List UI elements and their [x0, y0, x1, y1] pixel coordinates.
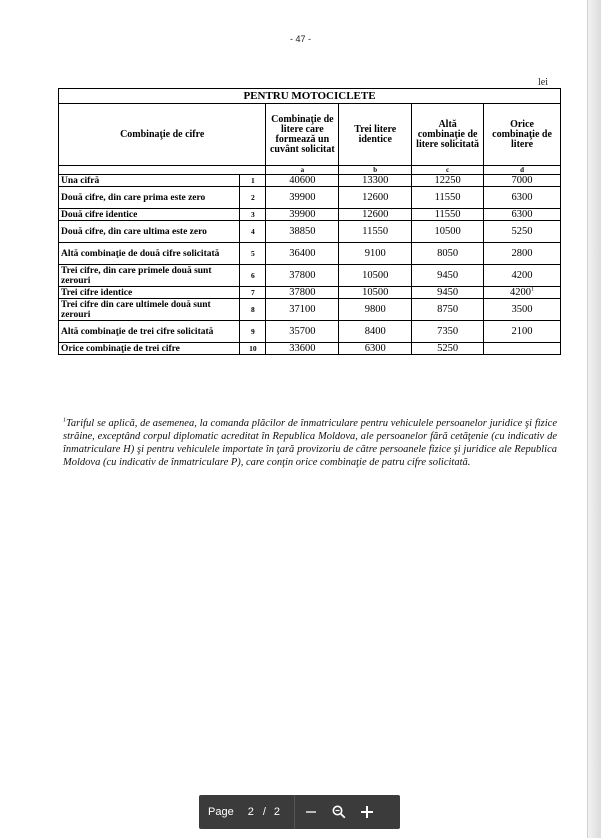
row-label: Una cifră — [59, 175, 240, 187]
value-c: 11550 — [412, 209, 484, 221]
row-index: 3 — [240, 209, 266, 221]
tariff-table — [58, 88, 561, 355]
footnote-ref: 1 — [531, 286, 535, 293]
value-c: 10500 — [412, 221, 484, 243]
value-b: 12600 — [339, 209, 412, 221]
value-c: 9450 — [412, 265, 484, 287]
row-label: Două cifre, din care prima este zero — [59, 187, 240, 209]
row-index: 6 — [240, 265, 266, 287]
value-a: 33600 — [266, 343, 339, 355]
value-a: 35700 — [266, 321, 339, 343]
letter-a: a — [266, 166, 339, 175]
value-a: 38850 — [266, 221, 339, 243]
value-d: 2100 — [484, 321, 561, 343]
letter-c: c — [412, 166, 484, 175]
col-header-d: Orice combinaţie de litere — [484, 104, 561, 166]
row-label: Trei cifre, din care primele două sunt zerouri — [59, 265, 240, 287]
page-edge — [587, 0, 601, 838]
value-b: 9800 — [339, 299, 412, 321]
row-label: Altă combinaţie de trei cifre solicitată — [59, 321, 240, 343]
row-index: 8 — [240, 299, 266, 321]
value-b: 8400 — [339, 321, 412, 343]
table-row — [59, 299, 561, 321]
page-number: - 47 - — [289, 34, 311, 44]
row-index: 4 — [240, 221, 266, 243]
value-c: 7350 — [412, 321, 484, 343]
row-label: Două cifre, din care ultima este zero — [59, 221, 240, 243]
row-label: Altă combinaţie de două cifre solicitată — [59, 243, 240, 265]
footnote — [63, 417, 557, 469]
value-d — [484, 287, 561, 299]
table-title: PENTRU MOTOCICLETE — [59, 89, 561, 104]
row-index: 7 — [240, 287, 266, 299]
total-pages: 2 — [273, 806, 281, 818]
value-d-number: 4200 — [510, 287, 532, 298]
row-index: 9 — [240, 321, 266, 343]
letter-cell-empty — [59, 166, 266, 175]
value-a: 39900 — [266, 209, 339, 221]
table-row — [59, 321, 561, 343]
currency-unit: lei — [538, 77, 548, 88]
row-index: 5 — [240, 243, 266, 265]
value-a: 36400 — [266, 243, 339, 265]
value-c: 8750 — [412, 299, 484, 321]
value-a: 37800 — [266, 265, 339, 287]
pdf-toolbar — [199, 795, 400, 829]
value-c: 8050 — [412, 243, 484, 265]
col-header-b: Trei litere identice — [339, 104, 412, 166]
zoom-button[interactable] — [325, 795, 353, 829]
zoom-in-button[interactable] — [353, 795, 381, 829]
letter-d: d — [484, 166, 561, 175]
value-c: 11550 — [412, 187, 484, 209]
table-row — [59, 287, 561, 299]
value-a: 40600 — [266, 175, 339, 187]
value-d: 4200 — [484, 265, 561, 287]
table-row — [59, 265, 561, 287]
footnote-marker: 1 — [63, 417, 66, 424]
row-label: Trei cifre din care ultimele două sunt zerouri — [59, 299, 240, 321]
table-row — [59, 243, 561, 265]
value-c: 5250 — [412, 343, 484, 355]
col-header-combination: Combinaţie de cifre — [59, 104, 266, 166]
table-row — [59, 221, 561, 243]
row-index: 1 — [240, 175, 266, 187]
letter-b: b — [339, 166, 412, 175]
value-d — [484, 343, 561, 355]
zoom-out-button[interactable] — [297, 795, 325, 829]
footnote-text: Tariful se aplică, de asemenea, la comanda plăcilor de înmatriculare pentru vehiculele persoanelor juridice şi fizice străine, exceptând corpul diplomatic acreditat în Republica Moldova, ale persoanelor fără cetăţenie (cu indicativ de înmatriculare H) şi pentru vehiculele importate în ţară provizoriu de către persoanele fizice şi juridice ale Republica Moldova (cu indicativ de înmatriculare P), care conţin orice combinaţie de patru cifre solicitată. — [63, 418, 557, 468]
value-d: 5250 — [484, 221, 561, 243]
row-label: Trei cifre identice — [59, 287, 240, 299]
minus-icon — [306, 811, 316, 813]
table-row — [59, 209, 561, 221]
table-row — [59, 175, 561, 187]
row-index: 2 — [240, 187, 266, 209]
value-a: 39900 — [266, 187, 339, 209]
col-header-c: Altă combinaţie de litere solicitată — [412, 104, 484, 166]
value-b: 6300 — [339, 343, 412, 355]
table-row — [59, 187, 561, 209]
magnifier-icon — [332, 805, 346, 819]
value-b: 9100 — [339, 243, 412, 265]
value-d: 6300 — [484, 209, 561, 221]
value-b: 13300 — [339, 175, 412, 187]
value-d: 6300 — [484, 187, 561, 209]
current-page-input[interactable]: 2 — [247, 806, 254, 818]
row-label: Două cifre identice — [59, 209, 240, 221]
value-a: 37100 — [266, 299, 339, 321]
value-b: 12600 — [339, 187, 412, 209]
row-index: 10 — [240, 343, 266, 355]
page-separator: / — [262, 806, 266, 818]
value-b: 10500 — [339, 287, 412, 299]
value-d: 7000 — [484, 175, 561, 187]
value-b: 11550 — [339, 221, 412, 243]
row-label: Orice combinaţie de trei cifre — [59, 343, 240, 355]
table-row — [59, 343, 561, 355]
page-label: Page — [208, 806, 234, 818]
value-c: 9450 — [412, 287, 484, 299]
value-b: 10500 — [339, 265, 412, 287]
value-c: 12250 — [412, 175, 484, 187]
toolbar-divider — [294, 795, 295, 829]
value-a: 37800 — [266, 287, 339, 299]
value-d: 2800 — [484, 243, 561, 265]
value-d: 3500 — [484, 299, 561, 321]
col-header-a: Combinaţie de litere care formează un cuvânt solicitat — [266, 104, 339, 166]
